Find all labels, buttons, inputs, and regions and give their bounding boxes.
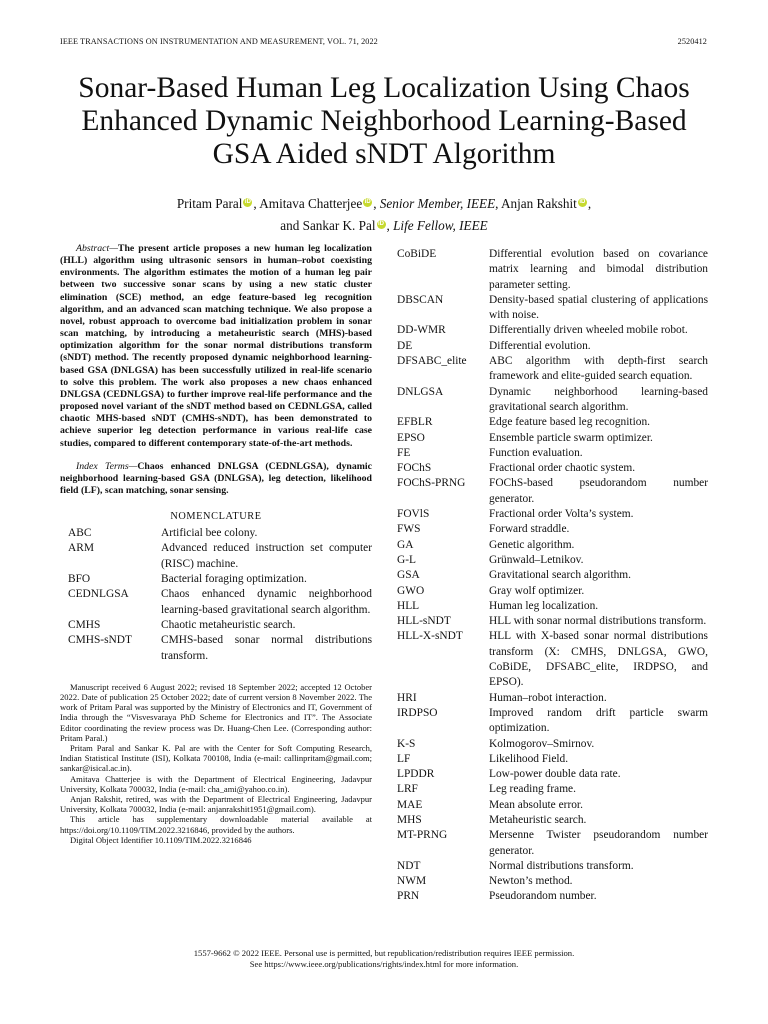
nomenclature-abbr: HLL [397, 599, 420, 612]
title-line: Enhanced Dynamic Neighborhood Learning-Based [81, 105, 687, 137]
author-name: Amitava Chatterjee [259, 196, 363, 211]
author-line-1: Pritam Paral iD , Amitava Chatterjee iD , Senior Member, IEEE, Anjan Rakshit iD , [176, 196, 592, 211]
nomenclature-abbr: GWO [397, 584, 425, 597]
nomenclature-abbr: CEDNLGSA [68, 588, 129, 601]
orcid-icon[interactable]: iD [579, 199, 586, 205]
nomenclature-entry [397, 339, 708, 354]
nomenclature-entry [397, 354, 708, 385]
footnote-paragraph: Anjan Rakshit, retired, was with the Department of Electrical Engineering, Jadavpur University, Kolkata 700032, India (e-mail: anjanrakshit1951@gmail.com). [60, 794, 372, 815]
nomenclature-entry [397, 323, 708, 338]
nomenclature-abbr: ABC [68, 527, 92, 540]
nomenclature-entry [397, 798, 708, 813]
nomenclature-def: Differentially driven wheeled mobile robot. [489, 324, 688, 337]
nomenclature-def: Likelihood Field. [489, 752, 569, 765]
nomenclature-abbr: DBSCAN [397, 293, 444, 306]
nomenclature-abbr: GSA [397, 569, 420, 582]
nomenclature-def: Function evaluation. [489, 446, 583, 459]
nomenclature-abbr: BFO [68, 573, 91, 586]
paper-title [40, 72, 728, 171]
nomenclature-def: Metaheuristic search. [489, 813, 587, 826]
nomenclature-abbr: DFSABC_elite [397, 355, 467, 368]
nomenclature-def: Genetic algorithm. [489, 538, 575, 551]
footnote-paragraph: Manuscript received 6 August 2022; revised 18 September 2022; accepted 12 October 2022. Date of publication 25 October 2022; date of current version 8 November 2022. The work of Pritam Paral was supported by the Ministry of Electronics and IT, Government of India through the “Visvesvaraya PhD Scheme for Electronics and IT”. The Associate Editor coordinating the review process was Dr. Huang-Chen Lee. (Corresponding author: Pritam Paral.) [60, 681, 372, 743]
footnote-paragraph: Amitava Chatterjee is with the Department of Electrical Engineering, Jadavpur University, Kolkata 700032, India (e-mail: cha_ami@yahoo.co.in). [60, 773, 372, 794]
nomenclature-entry [397, 629, 708, 690]
nomenclature-entry [397, 691, 708, 706]
nomenclature-abbr: DD-WMR [397, 324, 446, 337]
nomenclature-entry [397, 767, 708, 782]
nomenclature-entry [397, 813, 708, 828]
nomenclature-def: Artificial bee colony. [161, 527, 258, 540]
nomenclature-def: Density-based spatial clustering of applications with noise. [489, 293, 708, 322]
nomenclature-list-left [60, 526, 372, 664]
nomenclature-abbr: CMHS [68, 618, 101, 631]
nomenclature-abbr: FOChS [397, 462, 432, 475]
nomenclature-entry [60, 526, 372, 541]
nomenclature-entry [397, 247, 708, 293]
author-name: Pritam Paral [176, 196, 243, 211]
footnote-paragraph: Pritam Paral and Sankar K. Pal are with the Center for Soft Computing Research, Indian Statistical Institute (ISI), Kolkata 700108, India (e-mail: callinpritam@gmail.com; sankar@isical.ac.in). [60, 743, 372, 774]
nomenclature-def: HLL with sonar normal distributions transform. [489, 615, 707, 628]
author-name: Anjan Rakshit [501, 196, 577, 211]
nomenclature-abbr: FOVlS [397, 508, 430, 521]
nomenclature-def: Leg reading frame. [489, 783, 576, 796]
nomenclature-entry [397, 599, 708, 614]
nomenclature-entry [397, 507, 708, 522]
author-name: Sankar K. Pal [302, 218, 376, 233]
nomenclature-def: Human–robot interaction. [489, 691, 607, 704]
nomenclature-def: ABC algorithm with depth-first search framework and elite-guided search equation. [489, 355, 708, 383]
nomenclature-abbr: HLL-X-sNDT [397, 630, 463, 643]
left-column [60, 243, 372, 845]
nomenclature-abbr: ARM [68, 542, 94, 555]
nomenclature-abbr: LF [397, 752, 411, 765]
nomenclature-abbr: CoBiDE [397, 248, 437, 260]
nomenclature-abbr: MAE [397, 798, 423, 811]
nomenclature-def: Normal distributions transform. [489, 859, 634, 872]
footnote [60, 682, 372, 845]
nomenclature-entry [397, 385, 708, 416]
running-header: IEEE TRANSACTIONS ON INSTRUMENTATION AND MEASUREMENT, VOL. 71, 2022 [60, 37, 378, 46]
title-line: GSA Aided sNDT Algorithm [212, 138, 556, 170]
nomenclature-def: Kolmogorov–Smirnov. [489, 737, 595, 750]
author-list [40, 193, 728, 237]
copyright-line: 1557-9662 © 2022 IEEE. Personal use is permitted, but republication/redistribution requires IEEE permission. [193, 948, 575, 958]
nomenclature-def: Chaotic metaheuristic search. [161, 618, 296, 631]
nomenclature-entry [60, 541, 372, 572]
nomenclature-abbr: PRN [397, 890, 420, 903]
copyright-notice [60, 948, 708, 970]
nomenclature-abbr: NDT [397, 859, 421, 872]
nomenclature-def: Grünwald–Letnikov. [489, 553, 584, 566]
nomenclature-def: Ensemble particle swarm optimizer. [489, 431, 653, 444]
nomenclature-abbr: LPDDR [397, 768, 435, 781]
nomenclature-def: Mean absolute error. [489, 798, 583, 811]
nomenclature-abbr: MHS [397, 813, 422, 826]
abstract [60, 243, 372, 450]
nomenclature-def: Fractional order chaotic system. [489, 462, 636, 475]
index-terms-label: Index Terms— [76, 460, 138, 472]
title-line: Sonar-Based Human Leg Localization Using Chaos [78, 72, 690, 104]
nomenclature-entry [397, 476, 708, 507]
nomenclature-entry [397, 446, 708, 461]
nomenclature-abbr: G-L [397, 553, 416, 566]
nomenclature-def: Differential evolution based on covariance matrix learning and bimodal distribution parameter setting. [489, 248, 708, 291]
nomenclature-entry [397, 522, 708, 537]
abstract-label: Abstract— [76, 243, 118, 254]
nomenclature-entry [397, 859, 708, 874]
nomenclature-entry [60, 618, 372, 633]
nomenclature-def: Forward straddle. [489, 523, 570, 536]
nomenclature-entry [60, 587, 372, 618]
nomenclature-entry [397, 293, 708, 324]
nomenclature-abbr: MT-PRNG [397, 829, 448, 842]
nomenclature-entry [397, 538, 708, 553]
nomenclature-entry [397, 568, 708, 583]
orcid-icon[interactable]: iD [244, 199, 251, 205]
nomenclature-def: Gravitational search algorithm. [489, 569, 632, 582]
nomenclature-entry [397, 782, 708, 797]
nomenclature-entry [397, 706, 708, 737]
nomenclature-def: Dynamic neighborhood learning-based gravitational search algorithm. [489, 385, 708, 413]
nomenclature-abbr: IRDPSO [397, 706, 438, 719]
abstract-text: The present article proposes a new human leg localization (HLL) algorithm using ultrasonic sensors in human–robot coexisting environments. The algorithm estimates the motion of a human leg pair between two successive sonar scans by using a new static cluster elimination (SCE) method, an edge feature-based leg recognition algorithm, and an advanced scan matching technique. We also propose a novel, robust approach to overcome bad initialization problem in sonar scan matching, by introducing a metaheuristic search (MHS)-based optimization algorithm for the sonar normal distributions transform (sNDT) method. The recently proposed dynamic neighborhood learning-based GSA (DNLGSA) has been successfully utilized in real-life scenario to solve this problem. The work also proposes a new chaos enhanced DNLGSA (CEDNLGSA) to further improve real-life performance and the proposed novel variant of the sNDT method based on CEDNLGSA, called chaotic MHS-based sNDT (CMHS-sNDT), has been demonstrated to achieve superior leg detection performance in various real-life case studies, compared to different contemporary state-of-the-art methods. [60, 243, 372, 449]
nomenclature-abbr: EFBLR [397, 416, 433, 429]
nomenclature-entry [60, 572, 372, 587]
nomenclature-abbr: CMHS-sNDT [68, 634, 132, 647]
footnote-paragraph: This article has supplementary downloadable material available at https://doi.org/10.1109/TIM.2022.3216846, provided by the authors. [60, 814, 372, 835]
orcid-icon[interactable]: iD [378, 221, 384, 227]
nomenclature-abbr: EPSO [397, 431, 425, 444]
nomenclature-def: Mersenne Twister pseudorandom number generator. [489, 829, 708, 857]
nomenclature-def: HLL with X-based sonar normal distributions transform (X: CMHS, DNLGSA, GWO, CoBiDE, DFSABC_elite, IRDPSO, and EPSO). [489, 630, 708, 689]
nomenclature-entry [397, 889, 708, 904]
copyright-line: See https://www.ieee.org/publications/rights/index.html for more information. [249, 959, 519, 969]
footnote-paragraph: Digital Object Identifier 10.1109/TIM.2022.3216846 [70, 834, 252, 845]
nomenclature-abbr: GA [397, 538, 414, 551]
author-line-2: and Sankar K. Pal iD , Life Fellow, IEEE [280, 218, 488, 233]
nomenclature-def: Newton’s method. [489, 875, 573, 888]
nomenclature-def: Differential evolution. [489, 339, 591, 352]
author-role: Senior Member, IEEE [379, 196, 496, 211]
nomenclature-abbr: NWM [397, 875, 427, 888]
nomenclature-def: Fractional order Volta’s system. [489, 508, 634, 521]
article-number: 2520412 [677, 37, 707, 46]
nomenclature-list-right [397, 247, 708, 905]
nomenclature-abbr: DNLGSA [397, 385, 444, 398]
nomenclature-def: CMHS-based sonar normal distributions transform. [161, 634, 372, 662]
nomenclature-def: FOChS-based pseudorandom number generator. [489, 477, 708, 505]
nomenclature-def: Low-power double data rate. [489, 768, 621, 781]
nomenclature-abbr: HLL-sNDT [397, 615, 451, 628]
nomenclature-abbr: K-S [397, 737, 416, 750]
nomenclature-heading: NOMENCLATURE [170, 511, 262, 523]
nomenclature-def: Chaos enhanced dynamic neighborhood learning-based gravitational search algorithm. [161, 588, 372, 616]
nomenclature-entry [397, 461, 708, 476]
nomenclature-abbr: DE [397, 339, 413, 352]
nomenclature-def: Advanced reduced instruction set computer (RISC) machine. [161, 542, 372, 570]
nomenclature-entry [397, 415, 708, 430]
nomenclature-entry [60, 633, 372, 664]
nomenclature-def: Improved random drift particle swarm optimization. [489, 706, 708, 735]
nomenclature-def: Human leg localization. [489, 599, 599, 612]
nomenclature-abbr: HRI [397, 691, 417, 704]
index-terms-text: Chaos enhanced DNLGSA (CEDNLGSA), dynamic neighborhood learning-based GSA (DNLGSA), leg detection, likelihood field (LF), scan matching, sonar sensing. [60, 460, 373, 496]
nomenclature-abbr: FWS [397, 523, 421, 536]
nomenclature-entry [397, 874, 708, 889]
nomenclature-def: Pseudorandom number. [489, 890, 597, 903]
nomenclature-def: Edge feature based leg recognition. [489, 416, 650, 429]
nomenclature-entry [397, 584, 708, 599]
nomenclature-abbr: FOChS-PRNG [397, 477, 466, 490]
nomenclature-entry [397, 828, 708, 859]
nomenclature-abbr: LRF [397, 783, 418, 796]
author-role: Life Fellow, IEEE [393, 218, 488, 233]
nomenclature-entry [397, 752, 708, 767]
nomenclature-entry [397, 614, 708, 629]
nomenclature-entry [397, 737, 708, 752]
orcid-icon[interactable]: iD [364, 199, 371, 205]
nomenclature-entry [397, 553, 708, 568]
nomenclature-def: Gray wolf optimizer. [489, 584, 585, 597]
right-column [397, 247, 708, 905]
nomenclature-entry [397, 431, 708, 446]
nomenclature-def: Bacterial foraging optimization. [161, 573, 307, 586]
index-terms [60, 461, 372, 497]
nomenclature-abbr: FE [397, 446, 411, 459]
